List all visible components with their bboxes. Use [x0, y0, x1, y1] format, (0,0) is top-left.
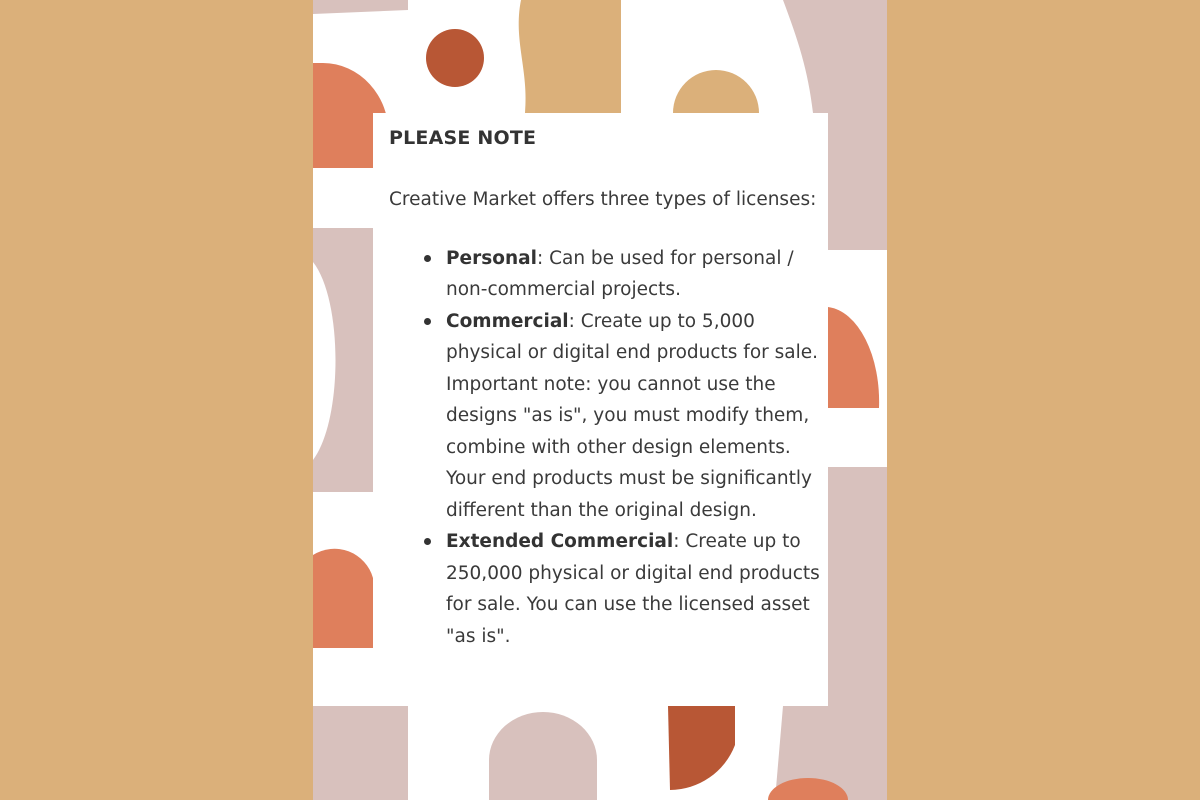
bullet-icon	[424, 318, 431, 325]
orange-arch-left	[313, 549, 373, 648]
license-name: Extended Commercial	[446, 531, 674, 552]
orange-arch-right	[828, 307, 879, 408]
pink-column-left	[313, 228, 373, 492]
license-name: Commercial	[446, 310, 569, 332]
license-item-commercial	[446, 306, 826, 527]
license-item-personal	[446, 243, 826, 306]
rust-circle	[426, 29, 484, 87]
license-description: : Can be used for personal / non-commercial projects.	[446, 247, 794, 300]
pink-block-bottom-left	[313, 706, 408, 800]
note-intro: Creative Market offers three types of licenses:	[389, 189, 817, 210]
license-item-extended-commercial	[446, 526, 826, 652]
license-description: : Create up to 250,000 physical or digital end products for sale. You can use the licensed asset "as is".	[446, 531, 820, 647]
license-name: Personal	[446, 247, 537, 269]
bullet-icon	[424, 255, 431, 262]
pink-slab-right	[828, 467, 887, 732]
note-heading: PLEASE NOTE	[389, 127, 537, 149]
bullet-icon	[424, 538, 431, 545]
pink-arch-bottom	[489, 712, 597, 800]
rust-shape-bottom	[668, 706, 735, 790]
tan-column	[519, 0, 621, 113]
license-list	[389, 243, 826, 653]
tan-half-circle	[673, 70, 759, 113]
please-note-card	[373, 113, 828, 706]
license-description: : Create up to 5,000 physical or digital end products for sale. Important note: you cannot use the designs "as is", you must modify them, combine with other design elements. Your end products must be significantly different than the original design.	[446, 310, 819, 521]
pink-slab-top-left	[313, 0, 408, 14]
license-graphic-panel	[313, 0, 887, 800]
